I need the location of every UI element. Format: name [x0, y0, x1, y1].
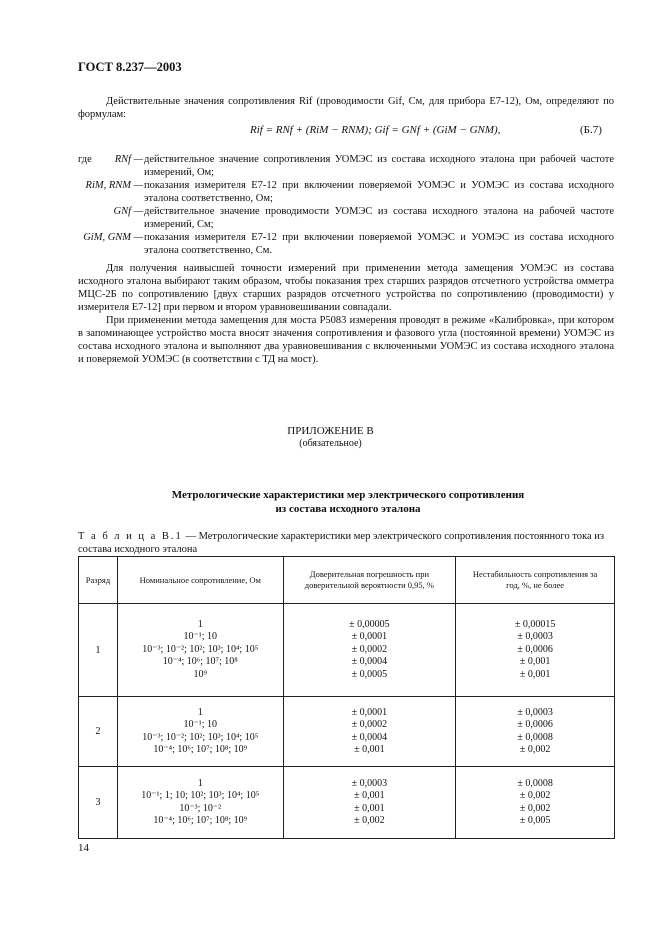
instability-line: ± 0,0008	[517, 731, 553, 743]
appendix-heading-line1: Метрологические характеристики мер электрического сопротивления	[171, 489, 525, 501]
definition-item	[78, 153, 614, 179]
paragraph-accuracy: Для получения наивысшей точности измерений при применении метода замещения УОМЭС из состава исходного эталона выбирают таким образом, чтобы показания трех старших разрядов отсчетного устройства омметра МЦС-2Б по сопротивлению [двух старших разрядов отсчетного устройства по сопротивлению (проводимости) у измерителя Е7-12] при первом и втором уравновешивании совпадали.	[78, 263, 614, 313]
instability-line: ± 0,0003	[517, 631, 553, 643]
table-row	[79, 604, 615, 697]
nominal-line: 10⁻³; 10⁻²	[179, 802, 222, 814]
definition-text: показания измерителя Е7-12 при включении поверяемой УОМЭС и УОМЭС из состава исходного эталона соответственно, См.	[144, 232, 614, 256]
header-error: Доверительная погрешность при доверительной вероятности 0,95, %	[283, 557, 456, 604]
error-line: ± 0,0002	[351, 719, 388, 730]
cell-nominal	[117, 767, 283, 839]
cell-instability	[456, 697, 615, 767]
appendix-subtitle: (обязательное)	[299, 438, 362, 449]
header-instability: Нестабильность сопротивления за год, %, не более	[456, 557, 615, 604]
paragraph-substitution: При применении метода замещения для моста Р5083 измерения проводят в режиме «Калибровка», при котором в запоминающее устройство моста вносят значения сопротивления и фазового угла (постоянной времени) УОМЭС из состава исходного эталона и выполняют два уравновешивания с включенными УОМЭС из состава исходного эталона и поверяемой УОМЭС (в соответствии с ТД на мост).	[78, 315, 614, 365]
instability-line: ± 0,00015	[514, 618, 556, 630]
instability-line: ± 0,0008	[517, 777, 553, 789]
instability-line: ± 0,0003	[517, 706, 553, 718]
nominal-line: 1	[197, 706, 203, 718]
definition-text: действительное значение сопротивления УОМЭС из состава исходного эталона при рабочей частоте измерений, Ом;	[144, 154, 614, 178]
cell-rank: 3	[79, 767, 118, 839]
error-line: ± 0,0001	[351, 631, 388, 643]
table-caption-text: — Метрологические характеристики мер электрического сопротивления постоянного тока из состава исходного эталона	[78, 531, 605, 555]
definition-item	[78, 231, 614, 257]
instability-line: ± 0,002	[519, 790, 551, 801]
definition-text: действительное значение проводимости УОМЭС из состава исходного эталона на рабочей частоте измерений, См;	[144, 206, 614, 230]
nominal-line: 10⁻⁴; 10⁶; 10⁷; 10⁸; 10⁹	[153, 744, 248, 755]
header-nominal: Номинальное сопротивление, Ом	[117, 557, 283, 604]
formula-number: (Б.7)	[580, 124, 602, 136]
nominal-line: 10⁻¹; 1; 10; 10²; 10³; 10⁴; 10⁵	[141, 790, 260, 801]
instability-line: ± 0,002	[519, 802, 551, 814]
header-rank: Разряд	[79, 557, 118, 604]
error-line: ± 0,0004	[351, 731, 388, 743]
nominal-line: 10⁻⁴; 10⁶; 10⁷; 10⁸; 10⁹	[153, 815, 248, 826]
nominal-line: 1	[197, 777, 203, 789]
nominal-line: 10⁻¹; 10	[183, 719, 218, 730]
cell-nominal	[117, 697, 283, 767]
cell-instability	[456, 604, 615, 697]
definition-text: показания измерителя Е7-12 при включении поверяемой УОМЭС и УОМЭС из состава исходного эталона соответственно, Ом;	[144, 180, 614, 204]
document-header: ГОСТ 8.237—2003	[78, 60, 182, 74]
error-line: ± 0,0001	[351, 706, 388, 718]
table-row	[79, 767, 615, 839]
intro-paragraph: Действительные значения сопротивления Rif (проводимости Gif, См, для прибора Е7-12), Ом, определяют по формулам:	[78, 96, 614, 120]
cell-nominal	[117, 604, 283, 697]
definition-symbol: RiM, RNM —	[85, 180, 143, 191]
nominal-line: 10⁻³; 10⁻²; 10²; 10³; 10⁴; 10⁵	[142, 643, 259, 655]
error-line: ± 0,0004	[351, 656, 388, 668]
cell-rank: 1	[79, 604, 118, 697]
table-header-row	[79, 557, 615, 604]
table-caption	[78, 530, 618, 556]
cell-rank: 2	[79, 697, 118, 767]
instability-line: ± 0,001	[519, 656, 551, 668]
error-line: ± 0,001	[354, 790, 385, 801]
nominal-line: 10⁻⁴; 10⁶; 10⁷; 10⁸	[162, 656, 238, 668]
error-line: ± 0,00005	[349, 618, 390, 630]
cell-error	[283, 697, 456, 767]
instability-line: ± 0,001	[519, 668, 551, 680]
table-row	[79, 697, 615, 767]
nominal-line: 10⁻³; 10⁻²; 10²; 10³; 10⁴; 10⁵	[142, 731, 259, 743]
definition-symbol: RNf —	[114, 154, 143, 165]
definition-item	[78, 179, 614, 205]
instability-line: ± 0,0006	[517, 643, 553, 655]
error-line: ± 0,0003	[351, 777, 388, 789]
instability-line: ± 0,002	[519, 744, 551, 755]
cell-error	[283, 604, 456, 697]
formula-b7: Rif = RNf + (RiM − RNM); Gif = GNf + (GiM − GNM),	[250, 124, 501, 136]
definition-symbol: GiM, GNM —	[83, 232, 143, 243]
definition-item	[78, 205, 614, 231]
where-label: где	[78, 154, 92, 165]
instability-line: ± 0,005	[519, 815, 551, 826]
metrology-table	[78, 556, 615, 839]
appendix-title: ПРИЛОЖЕНИЕ В	[287, 425, 374, 437]
error-line: ± 0,0005	[351, 668, 388, 680]
error-line: ± 0,001	[354, 744, 385, 755]
table-caption-prefix: Т а б л и ц а В.1	[78, 531, 183, 542]
error-line: ± 0,002	[354, 815, 385, 826]
cell-error	[283, 767, 456, 839]
definition-symbol: GNf —	[113, 206, 143, 217]
cell-instability	[456, 767, 615, 839]
page-number: 14	[78, 842, 89, 854]
error-line: ± 0,0002	[351, 643, 388, 655]
definitions-list	[78, 153, 614, 257]
nominal-line: 10⁹	[193, 668, 207, 680]
nominal-line: 10⁻¹; 10	[183, 631, 218, 643]
nominal-line: 1	[197, 618, 203, 630]
error-line: ± 0,001	[354, 802, 385, 814]
appendix-heading-line2: из состава исходного эталона	[275, 503, 421, 515]
instability-line: ± 0,0006	[517, 719, 553, 730]
